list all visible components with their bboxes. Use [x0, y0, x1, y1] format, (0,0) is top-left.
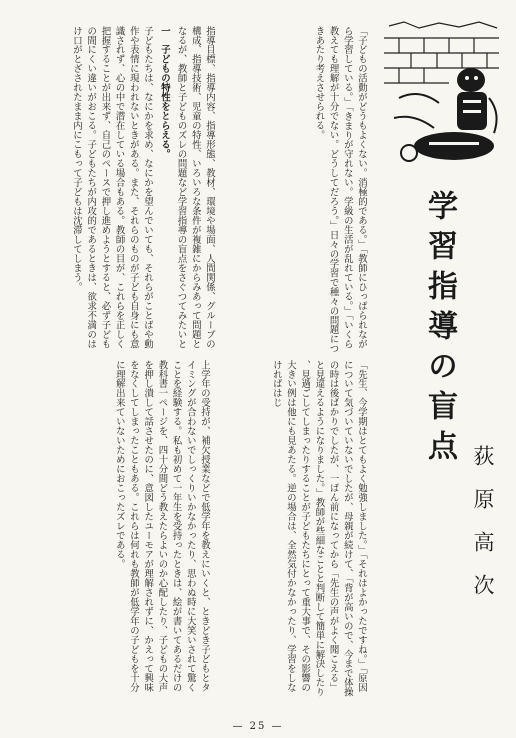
- section-paragraph: 子どもたちは、なにかを求め、なにかを望んでいても、それらがことばや動作や表情に現われないときがある。また、それらのものが子ども自身にも意識されず、心の中で潜在している場合もある。教師の目が、これらを正しく把握することが出来ず、自己のペースで押し進めようとすると、必ず子どもの間にくい違いがおこる。子どもたちが内攻的であるときは、欲求不満のはけ口がとざされたまま内にこもって子どもは沈滞してしまう。: [70, 26, 153, 349]
- article-title: 学習指導の盲点: [422, 190, 457, 470]
- intro-paragraph: 「子どもの活動がどうもよくない。消極的である。」「教師にひっぱられながら学習している。」「きまりが守れない。学級の生活が乱れている。」「いくら教えても理解が十分でない。どうしてだろう。」日々の学習で種々の問題につきあたり考えさせられる。: [313, 26, 367, 354]
- illustration: [379, 18, 504, 168]
- lower-paragraph: 「先生、今学期はとてもよく勉強しました。」「それはよかったですね。」「原因について気づいていないでしたが、母親が続けて、「背が高いので、今まで体操の時は後ばかりでしたが、一ばん前になってから「先生の声がよく聞こえる」と見違えるようになりました。」教師が些細なことと判断して簡単に解決したり、見過ごしてしまったりすることが子どもたちにとって重大事で、その影響の大きい例は他にも見あたる。逆の場合は、全然気付かなかったり、学習をしなければはじ: [270, 360, 367, 697]
- intro-paragraph-2: 指導目標、指導内容、指導形態、教材、環境や場面、人間関係、グループの構成、指導技術、児童の特性、いろいろな条件が複雑にからみあって問題となるが、教師と子どものズレの問題など学習指導の盲点をさぐつてみたいと: [176, 26, 215, 349]
- author-name: 荻原高次: [471, 445, 495, 617]
- upper-right-paragraph: 上学年の受持が、補欠授業などで低学年を教えにいくと、ときどき子どもとタイミングが合わないでしっくりいかなかったり、思わぬ時に大笑いされて驚くことを経験する。私も初めて一年生を受持ったときは、絵が書いてあるだけの教科書一ページを、四十分間どう教えたらよいのか心配したり、子どもの大声を押し潰して話させたのに、意図したユーモアが理解されずに、かえって興味をなくしてしまったこともある。これらは何れも教師が低学年の子どもを十分に理解出来ていないためにおこったズレである。: [113, 360, 210, 693]
- page-number: — 25 —: [232, 721, 284, 732]
- section-heading: 一 子どもの特性をとらえる。: [159, 26, 170, 159]
